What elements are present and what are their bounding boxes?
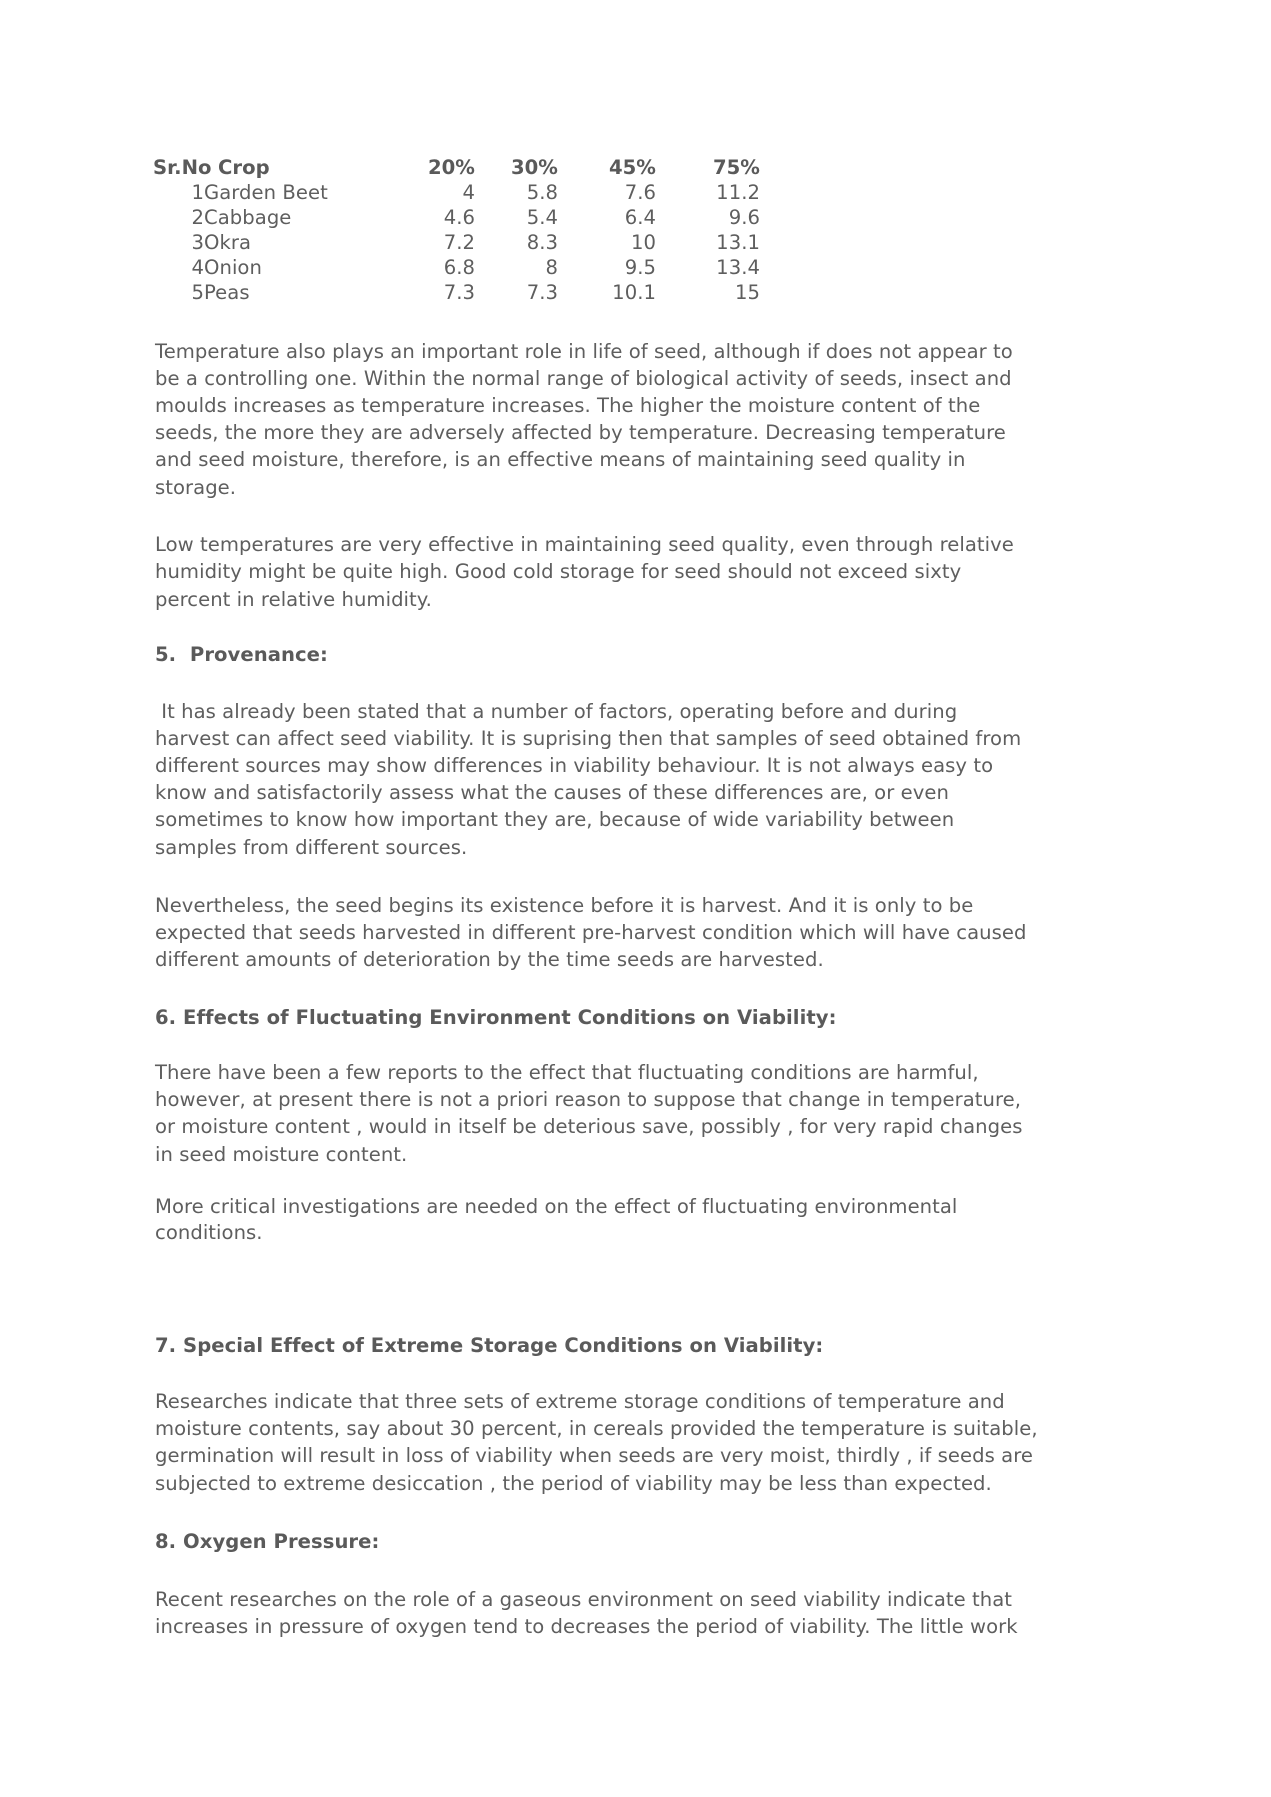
text-line: however, at present there is not a priori reason to suppose that change in temperature, [155, 1088, 1022, 1112]
table-cell-20: 4.6 [443, 206, 475, 230]
text-line: be a controlling one. Within the normal range of biological activity of seeds, insect and [155, 367, 1012, 391]
text-line: More critical investigations are needed on the effect of fluctuating environmental [155, 1195, 958, 1219]
table-cell-crop: Garden Beet [204, 181, 328, 205]
table-cell-no: 5 [191, 281, 204, 305]
table-cell-30: 5.8 [526, 181, 558, 205]
table-cell-crop: Peas [204, 281, 250, 305]
text-line: different sources may show differences in viability behaviour. It is not always easy to [155, 754, 994, 778]
text-line: and seed moisture, therefore, is an effective means of maintaining seed quality in [155, 448, 966, 472]
table-cell-45: 7.6 [624, 181, 656, 205]
table-cell-30: 8.3 [526, 231, 558, 255]
table-header-srno: Sr.No [153, 156, 212, 180]
table-cell-30: 8 [545, 256, 558, 280]
text-line: storage. [155, 476, 237, 500]
table-header-crop: Crop [218, 156, 270, 180]
text-line: samples from different sources. [155, 836, 468, 860]
table-header-75: 75% [712, 156, 760, 180]
heading-oxygen-pressure: 8. Oxygen Pressure: [155, 1530, 380, 1554]
table-cell-20: 6.8 [443, 256, 475, 280]
text-line: or moisture content , would in itself be deterious save, possibly , for very rapid changes [155, 1115, 1023, 1139]
table-cell-no: 3 [191, 231, 204, 255]
table-cell-no: 2 [191, 206, 204, 230]
table-cell-30: 7.3 [526, 281, 558, 305]
text-line: conditions. [155, 1221, 263, 1245]
table-cell-45: 6.4 [624, 206, 656, 230]
table-cell-75: 13.4 [716, 256, 760, 280]
table-cell-75: 13.1 [716, 231, 760, 255]
text-line: different amounts of deterioration by the time seeds are harvested. [155, 948, 824, 972]
table-cell-20: 4 [462, 181, 475, 205]
table-header-20: 20% [427, 156, 475, 180]
text-line: humidity might be quite high. Good cold storage for seed should not exceed sixty [155, 560, 962, 584]
table-cell-75: 9.6 [728, 206, 760, 230]
text-line: know and satisfactorily assess what the causes of these differences are, or even [155, 781, 949, 805]
text-line: percent in relative humidity. [155, 588, 432, 612]
text-line: Nevertheless, the seed begins its existence before it is harvest. And it is only to be [155, 894, 974, 918]
table-cell-crop: Cabbage [204, 206, 292, 230]
text-line: germination will result in loss of viability when seeds are very moist, thirdly , if seeds are [155, 1444, 1033, 1468]
text-line: It has already been stated that a number of factors, operating before and during [155, 700, 958, 724]
heading-fluctuating-environment: 6. Effects of Fluctuating Environment Conditions on Viability: [155, 1006, 837, 1030]
table-cell-20: 7.3 [443, 281, 475, 305]
text-line: subjected to extreme desiccation , the period of viability may be less than expected. [155, 1472, 992, 1496]
text-line: expected that seeds harvested in different pre-harvest condition which will have caused [155, 921, 1027, 945]
table-cell-45: 9.5 [624, 256, 656, 280]
table-cell-20: 7.2 [443, 231, 475, 255]
table-cell-75: 11.2 [716, 181, 760, 205]
table-cell-crop: Onion [204, 256, 262, 280]
text-line: in seed moisture content. [155, 1143, 408, 1167]
table-cell-75: 15 [734, 281, 760, 305]
table-cell-crop: Okra [204, 231, 252, 255]
table-cell-30: 5.4 [526, 206, 558, 230]
text-line: harvest can affect seed viability. It is suprising then that samples of seed obtained from [155, 727, 1022, 751]
text-line: Researches indicate that three sets of extreme storage conditions of temperature and [155, 1390, 1005, 1414]
text-line: increases in pressure of oxygen tend to decreases the period of viability. The little work [155, 1615, 1018, 1639]
table-cell-45: 10 [630, 231, 656, 255]
text-line: moisture contents, say about 30 percent, in cereals provided the temperature is suitable, [155, 1417, 1038, 1441]
table-header-45: 45% [608, 156, 656, 180]
table-cell-no: 1 [191, 181, 204, 205]
table-cell-45: 10.1 [612, 281, 656, 305]
heading-extreme-storage: 7. Special Effect of Extreme Storage Conditions on Viability: [155, 1334, 824, 1358]
text-line: sometimes to know how important they are, because of wide variability between [155, 808, 955, 832]
table-cell-no: 4 [191, 256, 204, 280]
text-line: Recent researches on the role of a gaseous environment on seed viability indicate that [155, 1588, 1012, 1612]
text-line: moulds increases as temperature increases. The higher the moisture content of the [155, 394, 981, 418]
text-line: seeds, the more they are adversely affected by temperature. Decreasing temperature [155, 421, 1006, 445]
text-line: Temperature also plays an important role in life of seed, although if does not appear to [155, 340, 1013, 364]
text-line: Low temperatures are very effective in maintaining seed quality, even through relative [155, 533, 1014, 557]
table-header-30: 30% [510, 156, 558, 180]
heading-provenance: 5. Provenance: [155, 643, 328, 667]
text-line: There have been a few reports to the effect that fluctuating conditions are harmful, [155, 1061, 979, 1085]
